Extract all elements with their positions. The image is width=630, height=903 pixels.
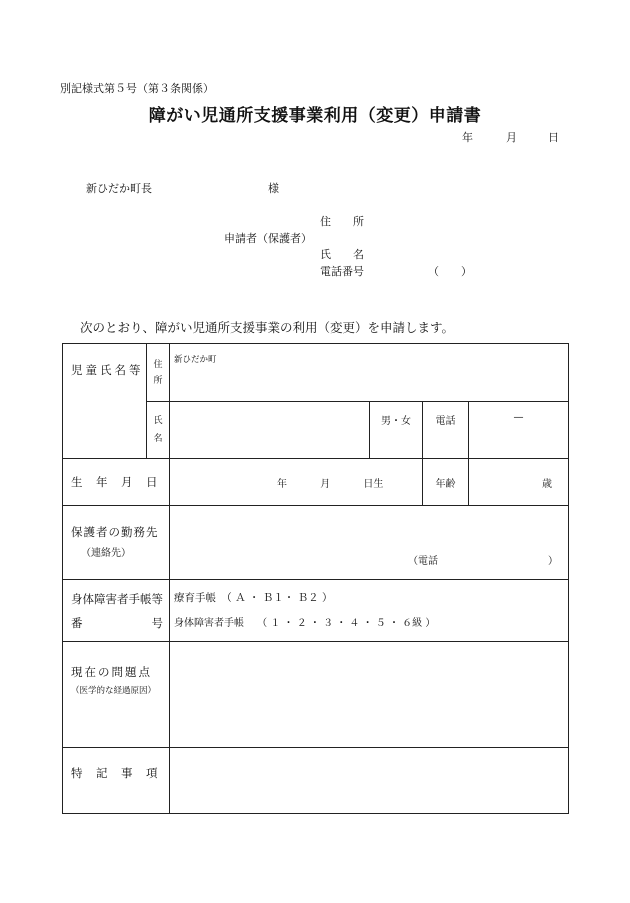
notes-field[interactable] <box>170 748 569 814</box>
applicant-phone-label: 電話番号 <box>320 265 364 278</box>
application-table <box>62 343 569 814</box>
birth-day: 日生 <box>363 478 384 490</box>
addressee-name: 新ひだか町長 <box>86 182 152 195</box>
age-field[interactable] <box>469 459 569 506</box>
date-month: 月 <box>506 131 517 144</box>
guardian-phone: （電話 ） <box>408 556 559 567</box>
problem-sub: （医学的な経過原因） <box>71 686 157 696</box>
intro-text: 次のとおり、障がい児通所支援事業の利用（変更）を申請します。 <box>80 320 455 335</box>
notes-label: 特 記 事 項 <box>63 748 170 814</box>
problem-field[interactable] <box>170 642 569 748</box>
child-address-label: 住 所 <box>147 344 170 402</box>
child-address-field[interactable] <box>170 344 569 402</box>
guardian-work-label <box>63 506 170 580</box>
age-unit: 歳 <box>542 478 553 490</box>
date-year: 年 <box>462 131 473 144</box>
applicant-name-label: 氏 名 <box>320 248 364 261</box>
handbook-label-2b: 号 <box>151 615 163 630</box>
handbook-field[interactable] <box>170 580 569 642</box>
form-number: 別記様式第５号（第３条関係） <box>60 82 214 95</box>
ryoiku-handbook: 療育手帳 （ Ａ ・ Ｂ１・ Ｂ２ ） <box>174 591 333 604</box>
guardian-contact-label: （連絡先） <box>81 547 131 559</box>
date-day: 日 <box>548 131 559 144</box>
page-title: 障がい児通所支援事業利用（変更）申請書 <box>148 106 482 126</box>
shintai-handbook: 身体障害者手帳 （ １ ・ ２ ・ ３ ・ ４ ・ ５ ・ ６級 ） <box>174 617 436 629</box>
child-name-label: 児童氏名等 <box>63 344 147 459</box>
birth-label: 生 年 月 日 <box>63 459 170 506</box>
phone-field[interactable] <box>469 402 569 459</box>
age-label: 年齢 <box>423 459 469 506</box>
applicant-label: 申請者（保護者） <box>224 232 312 245</box>
sex-selector[interactable] <box>370 402 423 459</box>
birth-month: 月 <box>320 478 331 490</box>
birth-field[interactable] <box>170 459 423 506</box>
child-name-label-small: 氏 名 <box>147 402 170 459</box>
birth-year: 年 <box>277 478 287 490</box>
sex-label: 男・女 <box>381 416 411 427</box>
problem-title: 現在の問題点 <box>71 665 152 679</box>
guardian-work-title: 保護者の勤務先 <box>71 524 159 539</box>
problem-label <box>63 642 170 748</box>
handbook-label-2a: 番 <box>71 615 83 630</box>
applicant-address-label: 住 所 <box>320 215 364 228</box>
child-name-field[interactable] <box>170 402 370 459</box>
handbook-label <box>63 580 170 642</box>
handbook-label-1: 身体障害者手帳等 <box>71 591 163 606</box>
phone-label: 電話 <box>423 402 469 459</box>
child-address-value: 新ひだか町 <box>174 355 217 365</box>
guardian-work-field[interactable] <box>170 506 569 580</box>
addressee-honorific: 様 <box>268 182 279 195</box>
phone-dash: — <box>513 412 524 423</box>
applicant-phone-paren: （ ） <box>428 265 472 278</box>
